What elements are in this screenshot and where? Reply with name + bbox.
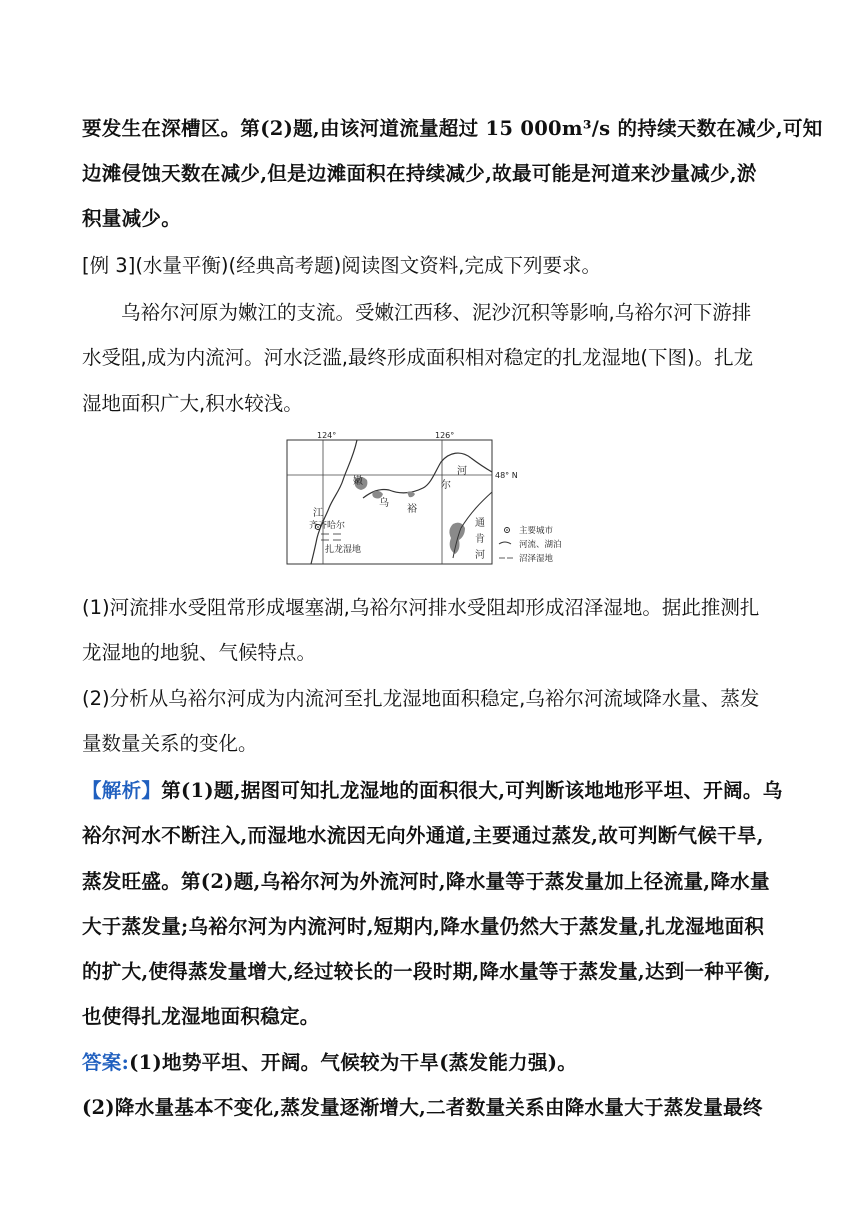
text-line: 要发生在深槽区。第(2)题,由该河道流量超过 15 000m³/s 的持续天数在减少,可知: [82, 117, 823, 140]
text-line: 乌裕尔河原为嫩江的支流。受嫩江西移、泥沙沉积等影响,乌裕尔河下游排: [121, 301, 752, 324]
zhalong-wetland-map: [285, 428, 590, 568]
text-line: 水受阻,成为内流河。河水泛滥,最终形成面积相对稳定的扎龙湿地(下图)。扎龙: [82, 346, 754, 369]
text-line: 积量减少。: [82, 207, 182, 230]
map-label-yu: 裕: [407, 504, 417, 515]
answer-tag: 答案:: [82, 1051, 130, 1074]
analysis-line: 的扩大,使得蒸发量增大,经过较长的一段时期,降水量等于蒸发量,达到一种平衡,: [82, 960, 771, 983]
legend-river-icon: [499, 542, 511, 544]
map-label-he: 河: [457, 466, 467, 477]
analysis-line: [82, 775, 783, 803]
river-segment: [471, 458, 492, 472]
legend-river: 河流、湖泊: [519, 540, 562, 550]
analysis-line: 蒸发旺盛。第(2)题,乌裕尔河为外流河时,降水量等于蒸发量加上径流量,降水量: [82, 870, 770, 893]
map-label-nen: 嫩: [353, 476, 363, 487]
map-label-ken: 肯: [475, 534, 485, 545]
analysis-line: 裕尔河水不断注入,而湿地水流因无向外通道,主要通过蒸发,故可判断气候干旱,: [82, 824, 764, 847]
lake: [407, 491, 415, 497]
zhalong-wetland: [321, 534, 341, 540]
lat-label-48: 48° N: [495, 471, 518, 480]
example-title: [例 3](水量平衡)(经典高考题)阅读图文资料,完成下列要求。: [82, 254, 601, 277]
question-1-cont: 龙湿地的地貌、气候特点。: [82, 641, 317, 664]
lon-label-126: 126°: [435, 431, 455, 440]
analysis-line: 大于蒸发量;乌裕尔河为内流河时,短期内,降水量仍然大于蒸发量,扎龙湿地面积: [82, 915, 765, 938]
map-legend: [499, 525, 562, 564]
answer-line: [82, 1047, 577, 1075]
map-label-qiqihaer: 齐齐哈尔: [309, 521, 346, 531]
legend-city: 主要城市: [519, 526, 554, 536]
map-label-er: 尔: [441, 480, 451, 491]
legend-marsh: 沼泽湿地: [519, 554, 554, 564]
answer-text: (1)地势平坦、开阔。气候较为干旱(蒸发能力强)。: [129, 1051, 578, 1074]
question-2-cont: 量数量关系的变化。: [82, 732, 258, 755]
text-line: 湿地面积广大,积水较浅。: [82, 392, 303, 415]
question-1: (1)河流排水受阻常形成堰塞湖,乌裕尔河排水受阻却形成沼泽湿地。据此推测扎: [82, 596, 760, 619]
map-label-he2: 河: [475, 550, 485, 561]
map-label-zhalong: 扎龙湿地: [325, 545, 362, 555]
analysis-line: 也使得扎龙湿地面积稳定。: [82, 1005, 320, 1028]
map-label-wu: 乌: [379, 498, 389, 509]
map-label-tong: 通: [475, 518, 485, 529]
analysis-tag: 【解析】: [82, 779, 162, 802]
question-2: (2)分析从乌裕尔河成为内流河至扎龙湿地面积稳定,乌裕尔河流域降水量、蒸发: [82, 687, 760, 710]
answer-line: (2)降水量基本不变化,蒸发量逐渐增大,二者数量关系由降水量大于蒸发量最终: [82, 1096, 763, 1119]
map-label-jiang: 江: [313, 508, 323, 519]
lon-label-124: 124°: [317, 431, 337, 440]
map-frame: [287, 440, 492, 564]
analysis-text: 第(1)题,据图可知扎龙湿地的面积很大,可判断该地地形平坦、开阔。乌: [161, 779, 783, 802]
text-line: 边滩侵蚀天数在减少,但是边滩面积在持续减少,故最可能是河道来沙量减少,淤: [82, 162, 757, 185]
